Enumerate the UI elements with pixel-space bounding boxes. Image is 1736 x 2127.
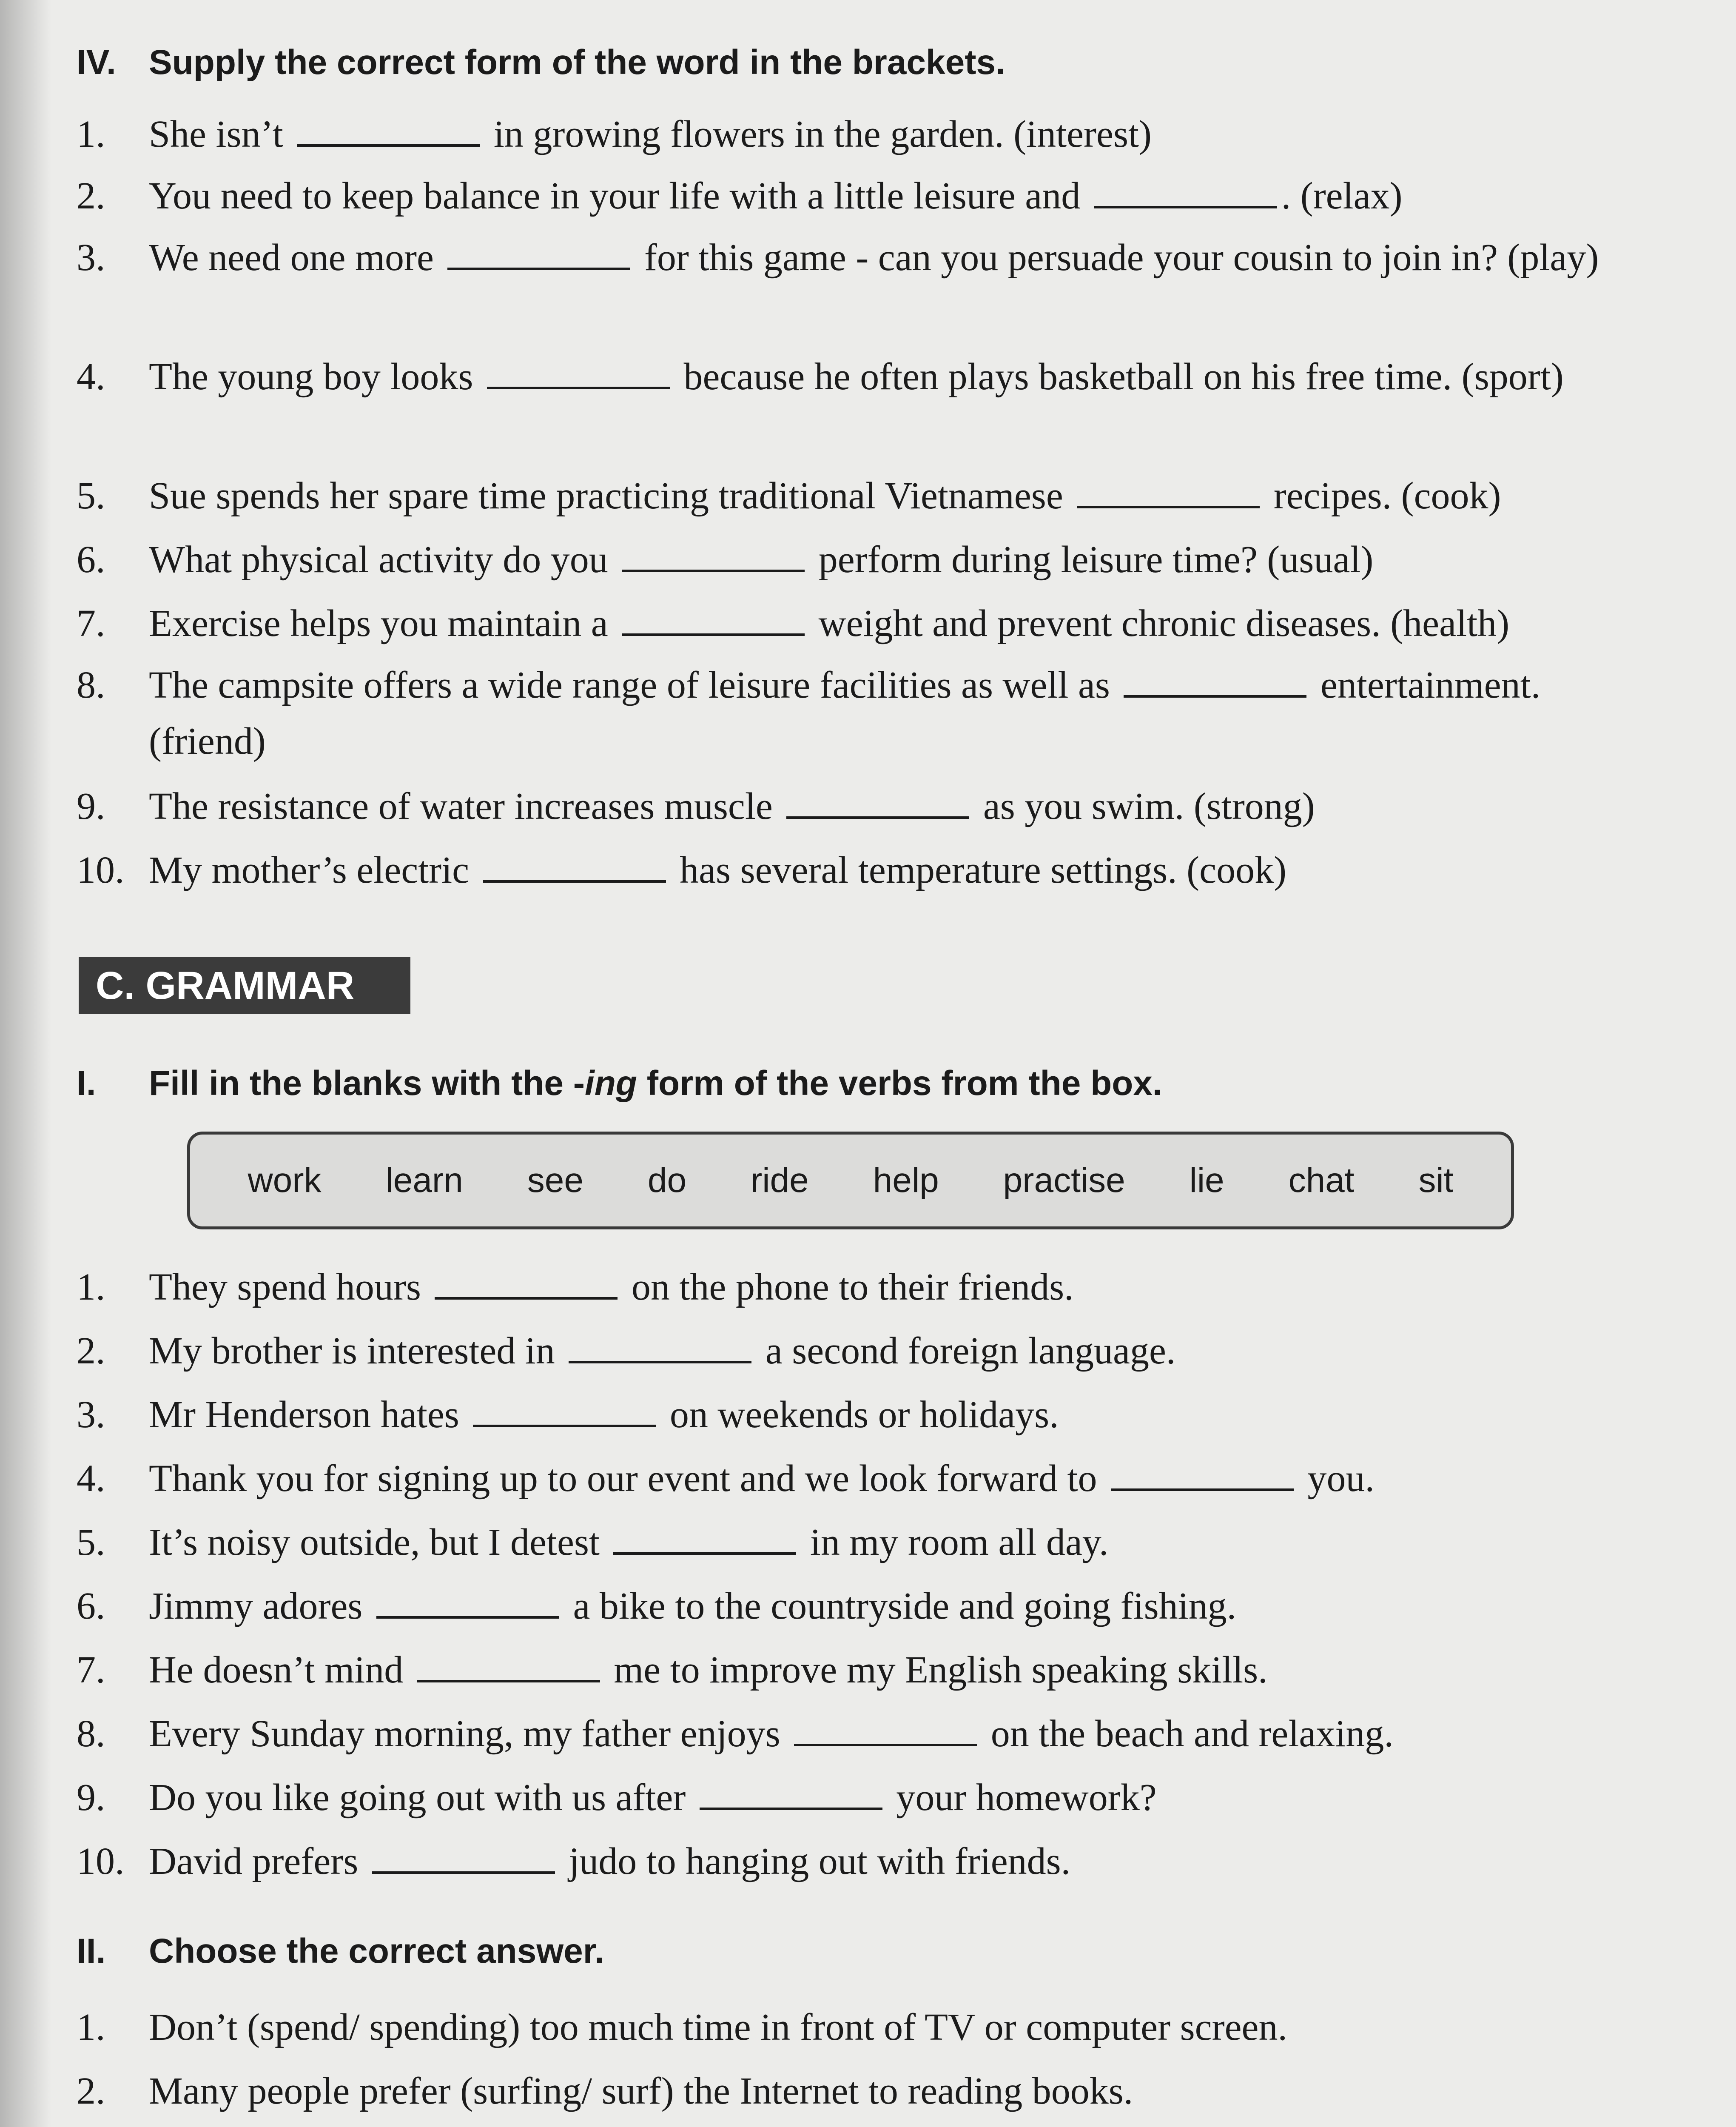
exercise-item: 9. The resistance of water increases muscle as you swim. (strong)	[77, 785, 1315, 827]
box-word: sit	[1418, 1161, 1454, 1200]
answer-blank[interactable]	[1111, 1459, 1294, 1491]
section-c-banner: C. GRAMMAR	[79, 957, 410, 1014]
answer-blank[interactable]	[622, 604, 805, 636]
exercise-item: 10. David prefers judo to hanging out with friends.	[77, 1840, 1071, 1882]
box-word: do	[647, 1161, 687, 1200]
answer-blank[interactable]	[1124, 665, 1306, 698]
part-iv-heading: IV. Supply the correct form of the word in the brackets.	[77, 43, 1005, 82]
part-ii-heading: II. Choose the correct answer.	[77, 1932, 604, 1970]
exercise-item: 2. My brother is interested in a second foreign language.	[77, 1330, 1176, 1372]
exercise-item: 10. My mother’s electric has several temperature settings. (cook)	[77, 849, 1287, 891]
exercise-item: 5. It’s noisy outside, but I detest in my room all day.	[77, 1521, 1109, 1563]
answer-blank[interactable]	[297, 114, 480, 147]
exercise-item: 5. Sue spends her spare time practicing traditional Vietnamese recipes. (cook)	[77, 475, 1501, 517]
page-binding-shadow	[0, 0, 51, 2127]
exercise-item: 7. Exercise helps you maintain a weight and prevent chronic diseases. (health)	[77, 602, 1510, 644]
box-word: work	[248, 1161, 322, 1200]
answer-blank[interactable]	[473, 1395, 656, 1427]
box-word: chat	[1288, 1161, 1355, 1200]
answer-blank[interactable]	[569, 1331, 751, 1363]
part-i-heading: I. Fill in the blanks with the -ing form of the verbs from the box.	[77, 1064, 1162, 1103]
answer-blank[interactable]	[1094, 176, 1277, 208]
answer-blank[interactable]	[376, 1586, 559, 1619]
answer-blank[interactable]	[417, 1650, 600, 1682]
box-word: learn	[385, 1161, 463, 1200]
exercise-item: 4. The young boy looks because he often plays basketball on his free time. (sport)	[77, 356, 1564, 398]
answer-blank[interactable]	[700, 1778, 882, 1810]
answer-blank[interactable]	[487, 357, 670, 389]
exercise-item: 6. What physical activity do you perform during leisure time? (usual)	[77, 539, 1374, 581]
exercise-item: 4. Thank you for signing up to our event and we look forward to you.	[77, 1457, 1375, 1500]
exercise-item: 7. He doesn’t mind me to improve my English speaking skills.	[77, 1649, 1268, 1691]
exercise-item: 2. You need to keep balance in your life with a little leisure and . (relax)	[77, 175, 1403, 217]
answer-blank[interactable]	[622, 540, 805, 572]
box-word: help	[873, 1161, 939, 1200]
exercise-item: 1. They spend hours on the phone to their friends.	[77, 1266, 1074, 1308]
exercise-item: 2. Many people prefer (surfing/ surf) the Internet to reading books.	[77, 2070, 1133, 2112]
exercise-item: 3. Mr Henderson hates on weekends or holidays.	[77, 1394, 1059, 1436]
box-word: ride	[751, 1161, 809, 1200]
exercise-item: 8. The campsite offers a wide range of leisure facilities as well as entertainment. (friend)	[77, 664, 1541, 762]
box-word: practise	[1003, 1161, 1125, 1200]
answer-blank[interactable]	[786, 787, 969, 819]
answer-blank[interactable]	[435, 1267, 618, 1300]
exercise-item: 9. Do you like going out with us after your homework?	[77, 1776, 1157, 1819]
answer-blank[interactable]	[372, 1842, 555, 1874]
verb-word-box	[187, 1132, 1514, 1229]
exercise-item: 1. Don’t (spend/ spending) too much time in front of TV or computer screen.	[77, 2006, 1287, 2048]
exercise-item: 3. We need one more for this game - can you persuade your cousin to join in? (play)	[77, 237, 1599, 279]
answer-blank[interactable]	[483, 850, 666, 883]
box-word: lie	[1189, 1161, 1224, 1200]
exercise-item: 1. She isn’t in growing flowers in the garden. (interest)	[77, 113, 1152, 155]
answer-blank[interactable]	[613, 1523, 796, 1555]
exercise-item: 6. Jimmy adores a bike to the countryside and going fishing.	[77, 1585, 1237, 1627]
answer-blank[interactable]	[1077, 476, 1260, 508]
answer-blank[interactable]	[447, 238, 630, 270]
answer-blank[interactable]	[794, 1714, 977, 1746]
exercise-item: 8. Every Sunday morning, my father enjoys on the beach and relaxing.	[77, 1713, 1394, 1755]
box-word: see	[527, 1161, 583, 1200]
